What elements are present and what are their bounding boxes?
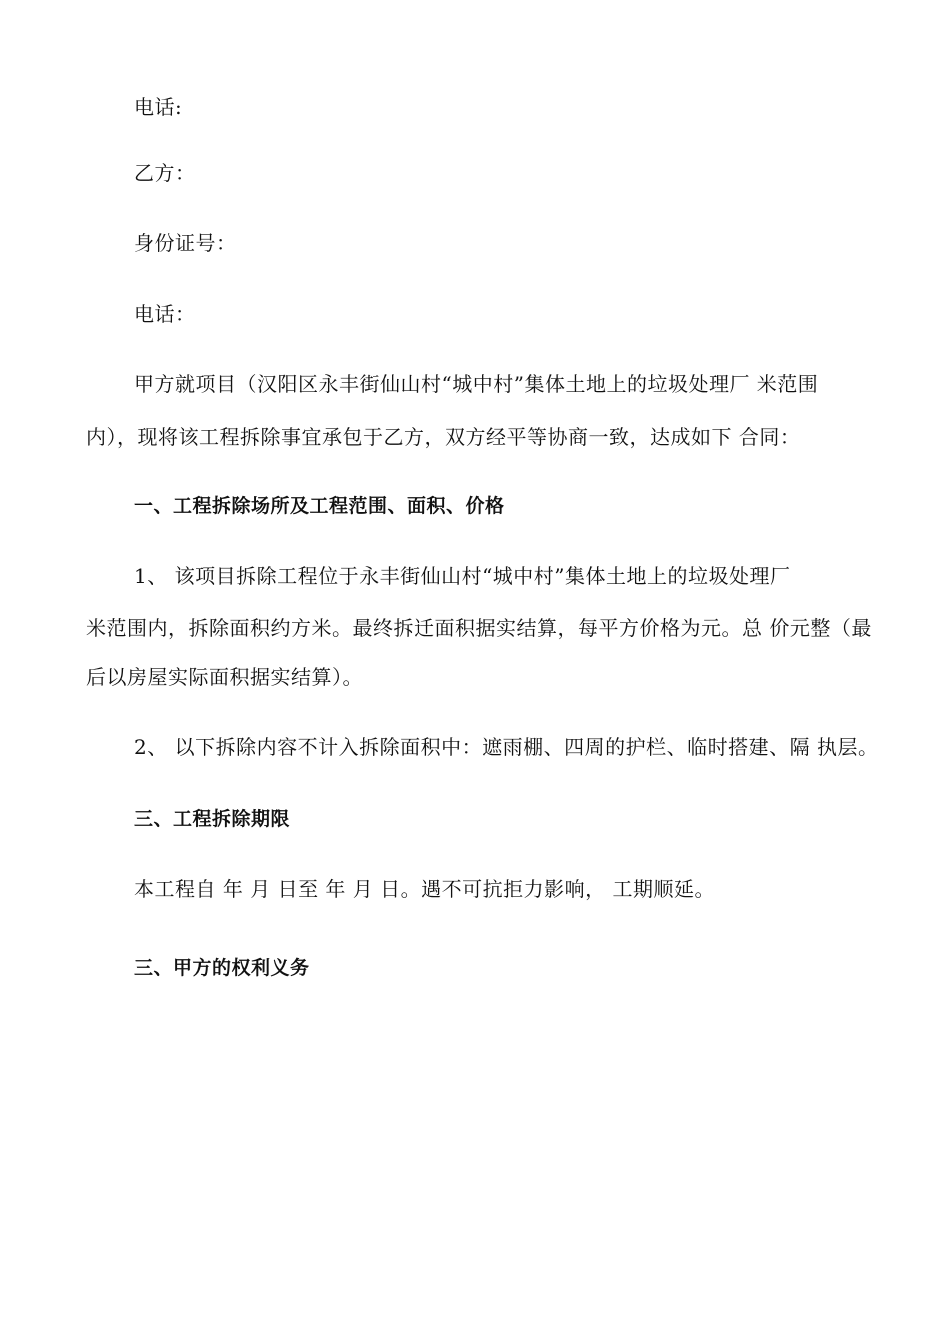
- clause-1-line-2: 米范围内，拆除面积约方米。最终拆迁面积据实结算，每平方价格为元。总 价元整（最: [86, 616, 872, 640]
- phone-label-2: 电话：: [134, 302, 196, 326]
- clause-1-line-3: 后以房屋实际面积据实结算）。: [86, 665, 363, 689]
- party-b-label: 乙方：: [134, 161, 196, 185]
- clause-1-line-1: 1、 该项目拆除工程位于永丰街仙山村“城中村”集体土地上的垃圾处理厂: [134, 564, 791, 588]
- section-heading-3b: 三、甲方的权利义务: [134, 957, 310, 979]
- section-heading-1: 一、工程拆除场所及工程范围、面积、价格: [134, 495, 505, 517]
- id-number-label: 身份证号：: [134, 231, 237, 255]
- period-text: 本工程自 年 月 日至 年 月 日。遇不可抗拒力影响， 工期顺延。: [134, 877, 716, 901]
- clause-2: 2、 以下拆除内容不计入拆除面积中：遮雨棚、四周的护栏、临时搭建、隔 执层。: [134, 735, 879, 759]
- section-heading-3a: 三、工程拆除期限: [134, 808, 291, 830]
- intro-paragraph-line-1: 甲方就项目（汉阳区永丰街仙山村“城中村”集体土地上的垃圾处理厂 米范围: [134, 372, 819, 396]
- phone-label-1: 电话:: [134, 95, 183, 119]
- intro-paragraph-line-2: 内），现将该工程拆除事宜承包于乙方，双方经平等协商一致，达成如下 合同：: [86, 425, 801, 449]
